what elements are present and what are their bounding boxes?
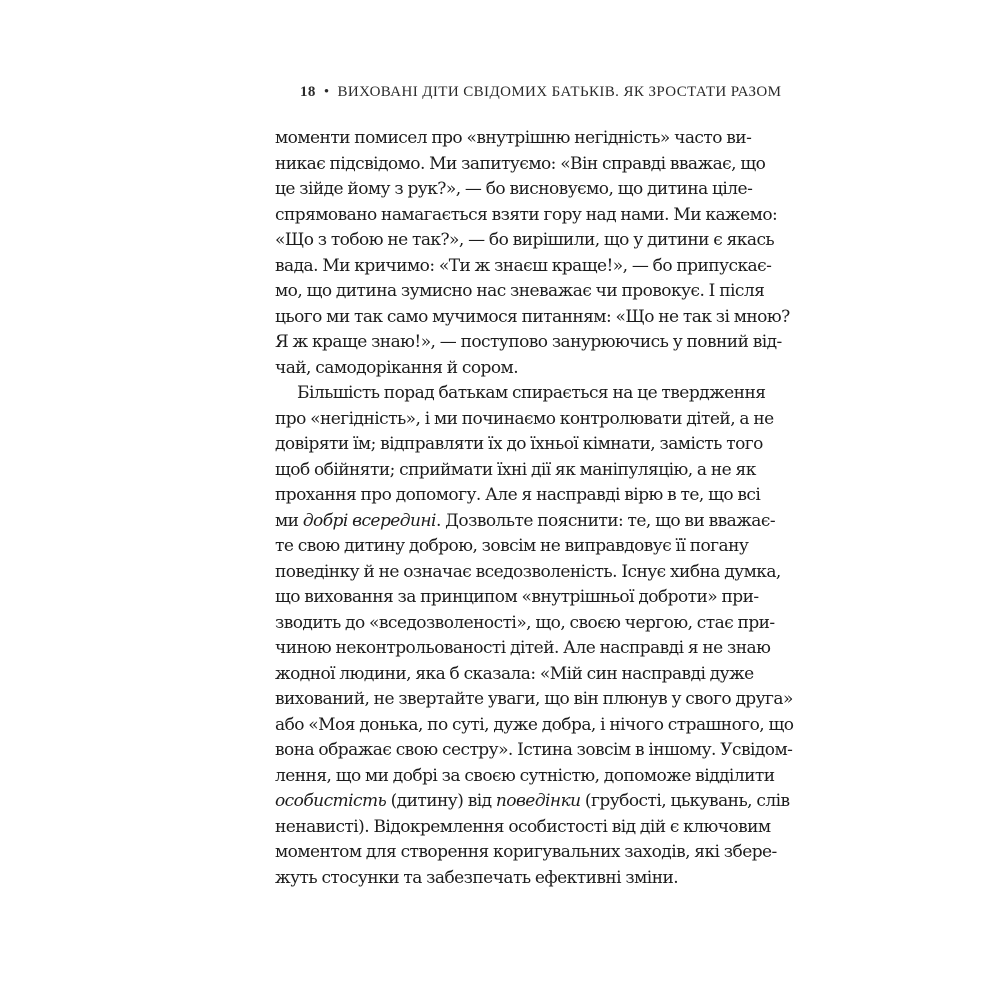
text-line [275,458,756,484]
text-run: (дитину) від [386,791,496,811]
running-head-separator: • [323,84,330,100]
text-run: ненависті). Відокремлення особистості від дій є ключовим [275,816,771,837]
text-line [275,585,759,611]
text-line-paragraph-end [275,356,726,382]
text-line [275,432,763,458]
text-line [275,279,765,305]
text-run: мо, що дитина зумисно нас зневажає чи провокує. І після [275,281,765,301]
text-run: чай, самодорікання й сором. [275,357,519,378]
text-line [275,203,778,229]
text-line [275,483,761,509]
running-head-title: ВИХОВАНІ ДІТИ СВІДОМИХ БАТЬКІВ. ЯК ЗРОСТАТИ РАЗОМ [337,84,782,100]
text-run: моменти помисел про «внутрішню негідність» часто ви- [275,128,752,148]
text-line [275,305,790,331]
text-run: щоб обійняти; сприймати їхні дії як маніпуляцію, а не як [275,459,756,480]
text-run: вада. Ми кричимо: «Ти ж знаєш краще!», — бо припускає- [275,255,772,276]
text-run: прохання про допомогу. Але я насправді вірю в те, що всі [275,485,761,505]
text-line [275,228,775,254]
text-run: Я ж краще знаю!», — поступово занурюючись у повний від- [275,332,782,352]
text-line [275,509,776,535]
text-run: жуть стосунки та забезпечать ефективні зміни. [275,867,679,888]
text-line [275,534,749,560]
body-text [275,126,794,891]
text-run: Більшість порад батькам спирається на це твердження [297,383,766,403]
text-line [275,764,775,790]
text-run: вона ображає свою сестру». Істина зовсім в іншому. Усвідом- [275,740,793,760]
text-run: що виховання за принципом «внутрішньої доброти» при- [275,587,759,607]
text-line [275,152,766,178]
text-run: моментом для створення коригувальних заходів, які збере- [275,842,777,862]
text-line [275,330,782,356]
text-line [275,611,775,637]
text-line [275,687,793,713]
running-head [300,84,782,101]
text-line [275,713,794,739]
text-line [275,789,790,815]
text-line-paragraph-end [275,866,726,892]
text-run: спрямовано намагається взяти гору над нами. Ми кажемо: [275,204,778,225]
text-line [275,840,777,866]
text-line [275,636,771,662]
text-line [275,560,781,586]
text-line [275,254,772,280]
text-run: чиною неконтрольованості дітей. Але насправді я не знаю [275,638,771,658]
italic-emphasis: поведінки [495,791,581,811]
text-run: цього ми так само мучимося питанням: «Що не так зі мною? [275,306,790,327]
text-line [275,177,753,203]
page-number: 18 [300,84,316,100]
text-run: поведінку й не означає вседозволеність. Існує хибна думка, [275,561,781,582]
text-run: никає підсвідомо. Ми запитуємо: «Він справді вважає, що [275,153,766,174]
text-run: лення, що ми добрі за своєю сутністю, допоможе відділити [275,765,775,786]
text-run: (грубості, цькувань, слів [580,791,790,811]
text-run: ми [275,510,303,531]
text-run: жодної людини, яка б сказала: «Мій син насправді дуже [275,663,754,684]
text-line [275,407,774,433]
text-line [275,662,754,688]
text-run: це зійде йому з рук?», — бо висновуємо, що дитина ціле- [275,179,753,199]
italic-emphasis: добрі всередині [302,510,436,531]
text-line-paragraph-start [275,381,766,407]
text-run: довіряти їм; відправляти їх до їхньої кімнати, замість того [275,434,763,454]
text-line [275,738,793,764]
text-line [275,815,771,841]
text-line [275,126,752,152]
text-run: або «Моя донька, по суті, дуже добра, і нічого страшного, що [275,714,794,735]
italic-emphasis: особистість [275,791,387,811]
text-run: те свою дитину доброю, зовсім не виправдовує її погану [275,536,749,556]
text-run: вихований, не звертайте уваги, що він плюнув у свого друга» [275,689,793,709]
text-run: «Що з тобою не так?», — бо вирішили, що у дитини є якась [275,230,775,250]
text-run: . Дозвольте пояснити: те, що ви вважає- [435,510,776,531]
text-run: про «негідність», і ми починаємо контролювати дітей, а не [275,408,774,429]
text-run: зводить до «вседозволеності», що, своєю чергою, стає при- [275,612,775,633]
